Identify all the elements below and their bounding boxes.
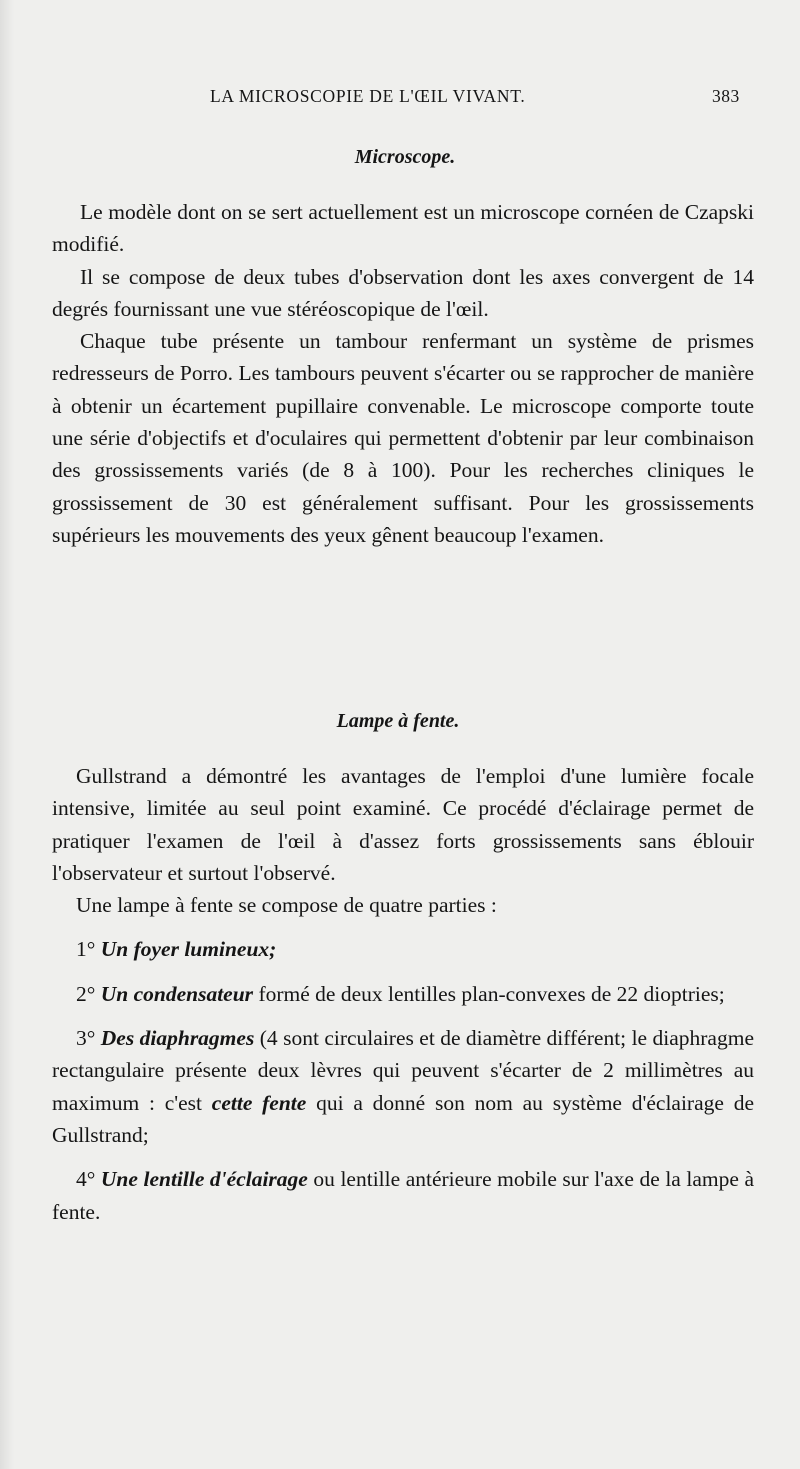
section-body-microscope xyxy=(52,196,754,551)
running-head xyxy=(0,86,800,112)
list-item-text: (4 sont circulaires et de diamètre différent; le diaphragme rectangulaire présente deux lèvres qui peuvent s'écarter de 2 millimètres au maximum : c'est xyxy=(52,1026,754,1115)
list-item-term: Un foyer lumineux; xyxy=(100,937,277,962)
scan-shadow xyxy=(0,0,14,1469)
list-item-number: 4° xyxy=(76,1167,101,1192)
list-item xyxy=(52,1163,754,1228)
section-heading-microscope: Microscope. xyxy=(354,146,456,168)
list-item-number: 3° xyxy=(76,1026,101,1051)
list-item-term-inline: cette fente xyxy=(211,1090,307,1115)
list-item-number: 2° xyxy=(76,981,101,1006)
list-item-text: ou lentille antérieure mobile sur l'axe de la lampe à fente. xyxy=(52,1167,754,1224)
list-item-term: Des diaphragmes xyxy=(100,1026,255,1051)
list-item xyxy=(52,1022,754,1151)
paragraph: Gullstrand a démontré les avantages de l'emploi d'une lumière focale intensive, limitée au seul point examiné. Ce procédé d'éclairage permet de pratiquer l'examen de l'œil à d'assez forts grossissements sans éblouir l'observateur et surtout l'observé. xyxy=(52,764,754,885)
list-item-text: formé de deux lentilles plan-convexes de 22 dioptries; xyxy=(253,981,725,1006)
page-number: 383 xyxy=(712,86,740,106)
list-item-number: 1° xyxy=(76,937,101,962)
section-body-lampe xyxy=(52,760,754,1228)
paragraph: Il se compose de deux tubes d'observation dont les axes convergent de 14 degrés fournissant une vue stéréoscopique de l'œil. xyxy=(52,264,754,321)
section-heading-lampe: Lampe à fente. xyxy=(336,710,460,732)
paragraph: Chaque tube présente un tambour renfermant un système de prismes redresseurs de Porro. Les tambours peuvent s'écarter ou se rapprocher de manière à obtenir un écartement pupillaire convenable. Le microscope comporte toute une série d'objectifs et d'oculaires qui permettent d'obtenir par leur combinaison des grossissements variés (de 8 à 100). Pour les recherches cliniques le grossissement de 30 est généralement suffisant. Pour les grossissements supérieurs les mouvements des yeux gênent beaucoup l'examen. xyxy=(52,329,754,547)
list-item xyxy=(52,978,754,1010)
paragraph: Une lampe à fente se compose de quatre parties : xyxy=(76,893,497,918)
list-item-text: qui a donné son nom au système d'éclairage de Gullstrand; xyxy=(52,1090,754,1147)
list-item-term: Une lentille d'éclairage xyxy=(100,1167,308,1192)
running-title: LA MICROSCOPIE DE L'ŒIL VIVANT. xyxy=(210,86,526,106)
list-item xyxy=(52,933,754,965)
paragraph: Le modèle dont on se sert actuellement est un microscope cornéen de Czapski modifié. xyxy=(52,200,754,257)
list-item-term: Un condensateur xyxy=(100,981,254,1006)
